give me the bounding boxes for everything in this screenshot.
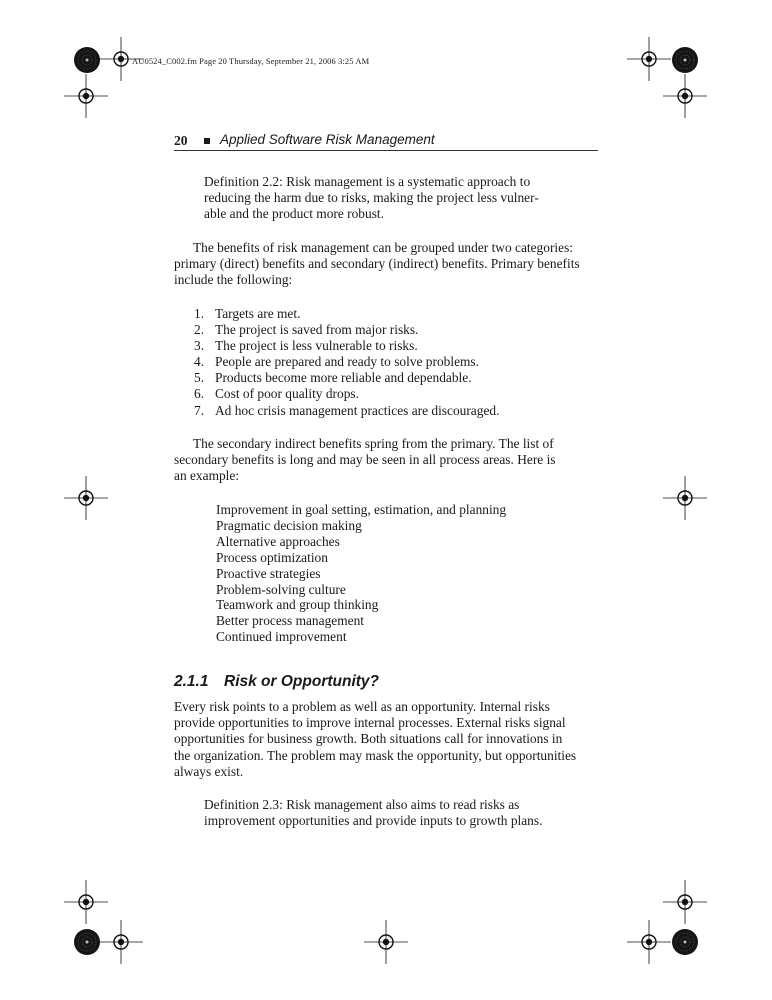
slug-line: AU0524_C002.fm Page 20 Thursday, September 21, 2006 3:25 AM: [132, 56, 370, 66]
list-item-number: 1.: [194, 306, 205, 321]
registration-mark-mid-left: [63, 475, 109, 521]
page-number: 20: [174, 133, 188, 148]
text-line: able and the product more robust.: [204, 206, 384, 222]
text-line: Every risk points to a problem as well as an opportunity. Internal risks: [174, 699, 550, 714]
list-item: Improvement in goal setting, estimation, and planning: [216, 502, 507, 517]
list-item: Pragmatic decision making: [216, 517, 362, 533]
list-item: Continued improvement: [216, 629, 347, 645]
definition-2-3: [204, 797, 568, 829]
primary-benefits-list: [194, 306, 499, 419]
registration-mark-mid-right: [662, 475, 708, 521]
text-line: secondary benefits is long and may be seen in all process areas. Here is: [174, 452, 556, 468]
list-item: [194, 403, 499, 419]
list-item: Problem-solving culture: [216, 581, 346, 597]
list-item-text: Cost of poor quality drops.: [215, 386, 359, 402]
list-item-number: 7.: [194, 402, 205, 418]
running-title: Applied Software Risk Management: [220, 132, 435, 147]
text-line: Definition 2.3: Risk management also aims to read risks as: [204, 797, 520, 812]
registration-mark-bottom-right-2: [626, 919, 672, 965]
list-item: [194, 354, 499, 370]
list-item: Proactive strategies: [216, 565, 321, 581]
text-line: opportunities for business growth. Both situations call for innovations in: [174, 731, 563, 747]
text-line: provide opportunities to improve internal processes. External risks signal: [174, 715, 566, 731]
list-item: Better process management: [216, 613, 364, 629]
list-item: [194, 386, 499, 402]
list-item: [194, 338, 499, 354]
list-item: [194, 370, 499, 386]
registration-mark-bottom-center: [363, 919, 409, 965]
list-item-text: The project is less vulnerable to risks.: [215, 338, 418, 354]
list-item-number: 5.: [194, 370, 205, 386]
list-item: Process optimization: [216, 549, 328, 565]
list-item-text: Products become more reliable and dependable.: [215, 370, 472, 386]
text-line: include the following:: [174, 272, 293, 288]
running-header: [174, 133, 598, 151]
square-bullet-icon: [204, 138, 210, 144]
list-item-number: 6.: [194, 386, 205, 402]
section-heading: [174, 673, 379, 691]
section-body-paragraph: [174, 699, 598, 780]
list-item-text: People are prepared and ready to solve problems.: [215, 354, 479, 370]
text-line: an example:: [174, 468, 240, 484]
list-item-text: Ad hoc crisis management practices are discouraged.: [215, 402, 500, 418]
list-item-number: 4.: [194, 354, 205, 370]
text-line: the organization. The problem may mask the opportunity, but opportunities: [174, 747, 577, 763]
benefits-intro-paragraph: [174, 240, 598, 289]
registration-mark-bottom-left-2: [98, 919, 144, 965]
list-item-number: 3.: [194, 338, 205, 354]
list-item: Teamwork and group thinking: [216, 597, 379, 613]
text-line: Definition 2.2: Risk management is a systematic approach to: [204, 174, 531, 189]
text-line: The benefits of risk management can be grouped under two categories:: [193, 240, 574, 255]
section-title: Risk or Opportunity?: [224, 673, 379, 690]
star-mark-bottom-right: [670, 927, 700, 957]
list-item-text: The project is saved from major risks.: [215, 322, 419, 338]
list-item-number: 2.: [194, 322, 205, 338]
text-line: The secondary indirect benefits spring from the primary. The list of: [193, 436, 554, 451]
secondary-intro-paragraph: [174, 436, 598, 485]
registration-mark-top-left-2: [63, 73, 109, 119]
list-item-text: Targets are met.: [215, 306, 301, 321]
registration-mark-top-right-2: [662, 73, 708, 119]
text-line: always exist.: [174, 763, 244, 779]
list-item: [194, 322, 499, 338]
secondary-benefits-list: [216, 502, 506, 645]
star-mark-top-right: [670, 45, 700, 75]
list-item: [194, 306, 499, 322]
section-number: 2.1.1: [174, 673, 209, 690]
text-line: primary (direct) benefits and secondary (indirect) benefits. Primary benefits: [174, 256, 580, 272]
text-line: reducing the harm due to risks, making the project less vulner-: [204, 190, 539, 206]
text-line: improvement opportunities and provide inputs to growth plans.: [204, 813, 543, 829]
list-item: Alternative approaches: [216, 533, 340, 549]
definition-2-2: [204, 174, 567, 223]
